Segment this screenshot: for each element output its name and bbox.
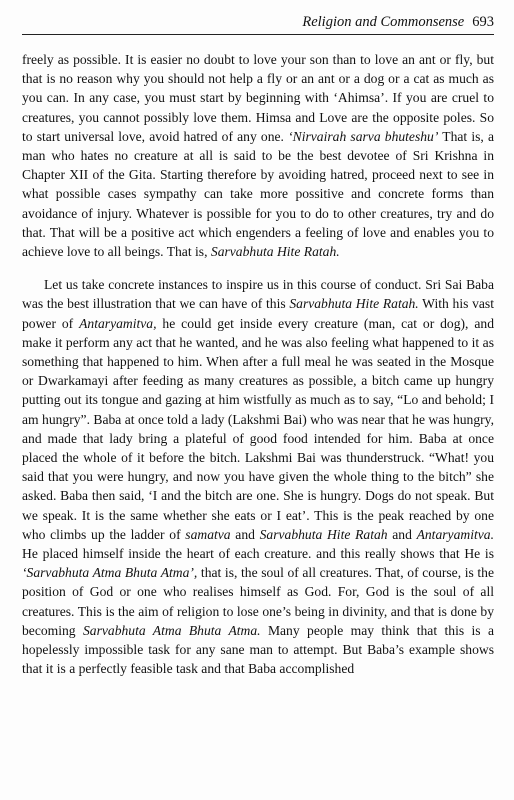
text-run: Let us take concrete instances to inspire us in this course of conduct. Sri Sai Baba was the best illustration that we can have of this xyxy=(22,277,494,312)
text-run: He placed himself inside the heart of each creature. and this really shows that He is xyxy=(22,546,494,562)
paragraph-1 xyxy=(22,50,494,261)
text-run: That is, a man who hates no creature at all is said to be the best devotee of Sri Krishna in Chapter XII of the Gita. Starting therefore by avoiding hatred, proceed next to see in what possible cases sympathy can take more possitive and concrete forms than avoidance of injury. Whatever is possible for you to do to other creatures, try and do that. That will be a positive act which engenders a feeling of love and enables you to achieve love to all beings. That is, xyxy=(22,128,495,260)
text-run: With his vast power of xyxy=(22,296,494,331)
text-run: he could get inside every creature (man, cat or dog), and make it perform any act that he wanted, and he was also feeling what happened to it as something that happened to him. When after a full meal he was seated in the Mosque or Dwarkamayi after feeding as many creatures as possible, a bitch came up hungry putting out its tongue and gazing at him wistfully as much as to say, “Lo and behold; I am hungry”. Baba at once told a lady (Lakshmi Bai) who was near that he was hungry, and made that lady bring a plateful of good food intended for him. Baba at once placed the whole of it before the bitch. Lakshmi Bai was thunderstruck. “What! you said that you were hungry, and now you have given the whole thing to the bitch” she asked. Baba then said, ‘I and the bitch are one. She is hungry. Dogs do not speak. But we speak. It is the same whether she eats or I eat’. This is the peak reached by one who climbs up the ladder of xyxy=(22,315,494,542)
text-run: that is, the soul of all creatures. That, of course, is the position of God or one who realises himself as God. For, God is the soul of all creatures. This is the aim of religion to lose one’s being in divinity, and that is done by becoming xyxy=(22,565,495,638)
paragraph-2 xyxy=(22,275,494,678)
italic-run: ‘Nirvairah sarva bhuteshu’ xyxy=(288,128,439,144)
italic-run: Sarvabhuta Hite Ratah xyxy=(259,526,388,542)
page-number: 693 xyxy=(472,14,494,30)
text-run: Many people may think that this is a hopelessly impossible task for any sane man to attempt. But Baba’s example shows that it is a perfectly feasible task and that Baba accomplished xyxy=(22,622,494,677)
italic-run: Sarvabhuta Hite Ratah. xyxy=(289,296,419,312)
text-run: freely as possible. It is easier no doubt to love your son than to love an ant or fly, but that is no reason why you should not help a fly or an ant or a dog or a cat as much as you can. In any case, you must start by beginning with ‘Ahimsa’. If you are cruel to creatures, you cannot possibly love them. Himsa and Love are the opposite poles. So to start universal love, avoid hatred of any one. xyxy=(22,52,494,144)
text-run: and xyxy=(387,526,417,542)
italic-run: samatva xyxy=(185,526,231,542)
italic-run: Antaryamitva, xyxy=(79,315,157,331)
text-run: and xyxy=(230,526,260,542)
body-text xyxy=(22,50,494,679)
running-header xyxy=(302,14,494,31)
italic-run: ‘Sarvabhuta Atma Bhuta Atma’, xyxy=(22,565,198,581)
running-header-title: Religion and Commonsense xyxy=(302,14,465,30)
header-rule xyxy=(22,34,494,35)
italic-run: Sarvabhuta Atma Bhuta Atma. xyxy=(82,622,261,638)
italic-run: Antaryamitva. xyxy=(416,526,494,542)
italic-run: Sarvabhuta Hite Ratah. xyxy=(210,244,340,260)
